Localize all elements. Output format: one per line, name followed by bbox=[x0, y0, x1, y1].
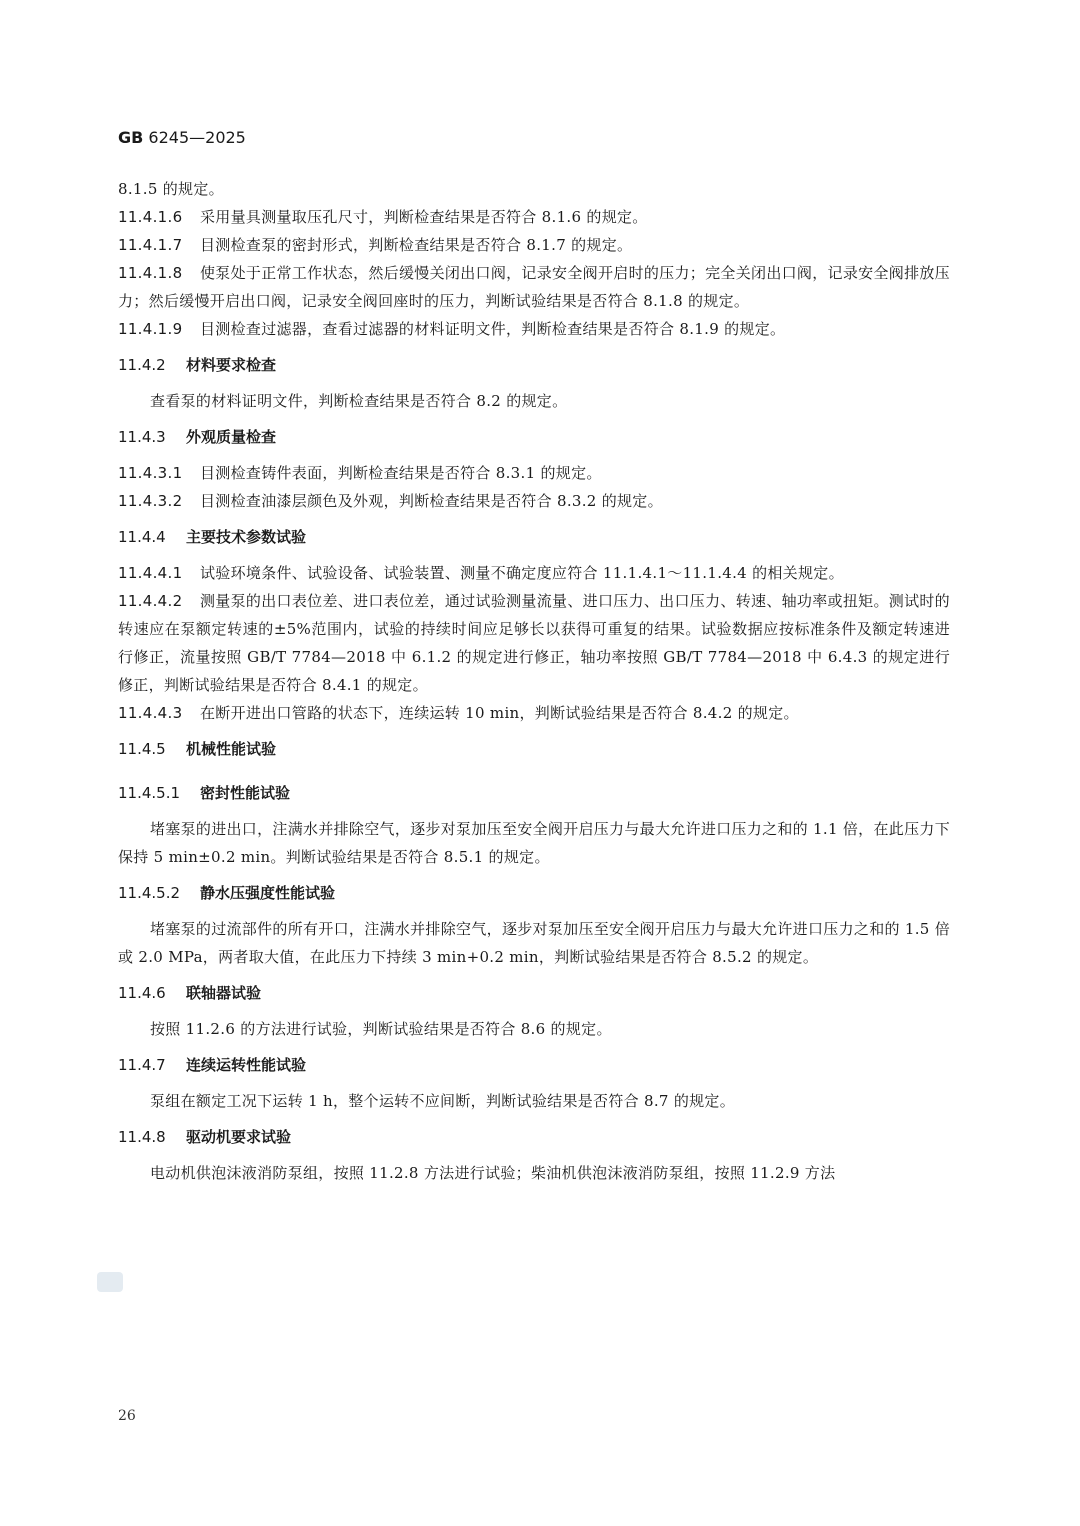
clause-text: 采用量具测量取压孔尺寸，判断检查结果是否符合 8.1.6 的规定。 bbox=[200, 208, 648, 226]
section-title: 外观质量检查 bbox=[186, 428, 277, 446]
page-number: 26 bbox=[118, 1408, 136, 1424]
section-title: 机械性能试验 bbox=[186, 740, 277, 758]
section-title: 连续运转性能试验 bbox=[186, 1056, 307, 1074]
clause-paragraph bbox=[118, 487, 950, 515]
clause-text: 在断开进出口管路的状态下，连续运转 10 min，判断试验结果是否符合 8.4.2 的规定。 bbox=[200, 704, 799, 722]
clause-paragraph bbox=[118, 699, 950, 727]
clause-text: 按照 11.2.6 的方法进行试验，判断试验结果是否符合 8.6 的规定。 bbox=[150, 1020, 612, 1038]
page-header bbox=[118, 128, 246, 147]
clause-paragraph bbox=[118, 559, 950, 587]
section-heading bbox=[118, 523, 950, 551]
clause-number: 11.4.1.6 bbox=[118, 208, 183, 226]
clause-paragraph bbox=[118, 587, 950, 699]
clause-text: 目测检查泵的密封形式，判断检查结果是否符合 8.1.7 的规定。 bbox=[200, 236, 633, 254]
clause-paragraph bbox=[118, 459, 950, 487]
clause-number: 11.4.3.2 bbox=[118, 492, 183, 510]
clause-text: 使泵处于正常工作状态，然后缓慢关闭出口阀，记录安全阀开启时的压力；完全关闭出口阀，记录安全阀排放压力；然后缓慢开启出口阀，记录安全阀回座时的压力，判断试验结果是否符合 8.1.8 的规定。 bbox=[118, 264, 950, 310]
clause-number: 11.4.4.2 bbox=[118, 592, 183, 610]
section-title: 材料要求检查 bbox=[186, 356, 277, 374]
section-number: 11.4.7 bbox=[118, 1056, 166, 1074]
section-number: 11.4.2 bbox=[118, 356, 166, 374]
section-heading bbox=[118, 351, 950, 379]
standard-prefix: GB bbox=[118, 128, 144, 147]
section-number: 11.4.6 bbox=[118, 984, 166, 1002]
clause-paragraph bbox=[118, 387, 950, 415]
section-title: 静水压强度性能试验 bbox=[200, 884, 336, 902]
clause-text: 8.1.5 的规定。 bbox=[118, 180, 224, 198]
clause-text: 堵塞泵的过流部件的所有开口，注满水并排除空气，逐步对泵加压至安全阀开启压力与最大允许进口压力之和的 1.5 倍或 2.0 MPa，两者取大值，在此压力下持续 3 min+0.2 min，判断试验结果是否符合 8.5.2 的规定。 bbox=[118, 920, 950, 966]
section-number: 11.4.5.1 bbox=[118, 784, 181, 802]
clause-number: 11.4.4.3 bbox=[118, 704, 183, 722]
clause-number: 11.4.4.1 bbox=[118, 564, 183, 582]
section-heading bbox=[118, 879, 950, 907]
clause-paragraph bbox=[118, 259, 950, 315]
section-title: 驱动机要求试验 bbox=[186, 1128, 292, 1146]
clause-text: 查看泵的材料证明文件，判断检查结果是否符合 8.2 的规定。 bbox=[150, 392, 568, 410]
standard-number: 6245—2025 bbox=[148, 128, 246, 147]
section-number: 11.4.4 bbox=[118, 528, 166, 546]
clause-paragraph bbox=[118, 815, 950, 871]
section-number: 11.4.3 bbox=[118, 428, 166, 446]
section-title: 联轴器试验 bbox=[186, 984, 262, 1002]
clause-text: 电动机供泡沫液消防泵组，按照 11.2.8 方法进行试验；柴油机供泡沫液消防泵组，按照 11.2.9 方法 bbox=[150, 1164, 836, 1182]
clause-paragraph bbox=[118, 915, 950, 971]
clause-text: 泵组在额定工况下运转 1 h，整个运转不应间断，判断试验结果是否符合 8.7 的规定。 bbox=[150, 1092, 736, 1110]
clause-text: 试验环境条件、试验设备、试验装置、测量不确定度应符合 11.1.4.1～11.1.4.4 的相关规定。 bbox=[200, 564, 844, 582]
section-heading bbox=[118, 735, 950, 763]
watermark-logo bbox=[97, 1272, 123, 1292]
section-heading bbox=[118, 1123, 950, 1151]
document-body bbox=[118, 175, 950, 1187]
section-title: 主要技术参数试验 bbox=[186, 528, 307, 546]
section-number: 11.4.8 bbox=[118, 1128, 166, 1146]
clause-paragraph bbox=[118, 203, 950, 231]
section-number: 11.4.5.2 bbox=[118, 884, 181, 902]
clause-text: 目测检查铸件表面，判断检查结果是否符合 8.3.1 的规定。 bbox=[200, 464, 602, 482]
clause-paragraph bbox=[118, 1159, 950, 1187]
clause-paragraph bbox=[118, 1087, 950, 1115]
section-title: 密封性能试验 bbox=[200, 784, 291, 802]
clause-paragraph bbox=[118, 1015, 950, 1043]
clause-number: 11.4.1.8 bbox=[118, 264, 183, 282]
clause-paragraph bbox=[118, 231, 950, 259]
clause-number: 11.4.1.7 bbox=[118, 236, 183, 254]
clause-number: 11.4.1.9 bbox=[118, 320, 183, 338]
clause-text: 测量泵的出口表位差、进口表位差，通过试验测量流量、进口压力、出口压力、转速、轴功率或扭矩。测试时的转速应在泵额定转速的±5%范围内，试验的持续时间应足够长以获得可重复的结果。试验数据应按标准条件及额定转速进行修正，流量按照 GB/T 7784—2018 中 6.1.2 的规定进行修正，轴功率按照 GB/T 7784—2018 中 6.4.3 的规定进行修正，判断试验结果是否符合 8.4.1 的规定。 bbox=[118, 592, 950, 694]
clause-number: 11.4.3.1 bbox=[118, 464, 183, 482]
section-heading bbox=[118, 423, 950, 451]
clause-text: 堵塞泵的进出口，注满水并排除空气，逐步对泵加压至安全阀开启压力与最大允许进口压力之和的 1.1 倍，在此压力下保持 5 min±0.2 min。判断试验结果是否符合 8.5.1 的规定。 bbox=[118, 820, 950, 866]
clause-text: 目测检查过滤器，查看过滤器的材料证明文件，判断检查结果是否符合 8.1.9 的规定。 bbox=[200, 320, 786, 338]
clause-paragraph bbox=[118, 315, 950, 343]
clause-text: 目测检查油漆层颜色及外观，判断检查结果是否符合 8.3.2 的规定。 bbox=[200, 492, 663, 510]
section-heading bbox=[118, 1051, 950, 1079]
clause-paragraph bbox=[118, 175, 950, 203]
section-heading bbox=[118, 779, 950, 807]
section-number: 11.4.5 bbox=[118, 740, 166, 758]
section-heading bbox=[118, 979, 950, 1007]
